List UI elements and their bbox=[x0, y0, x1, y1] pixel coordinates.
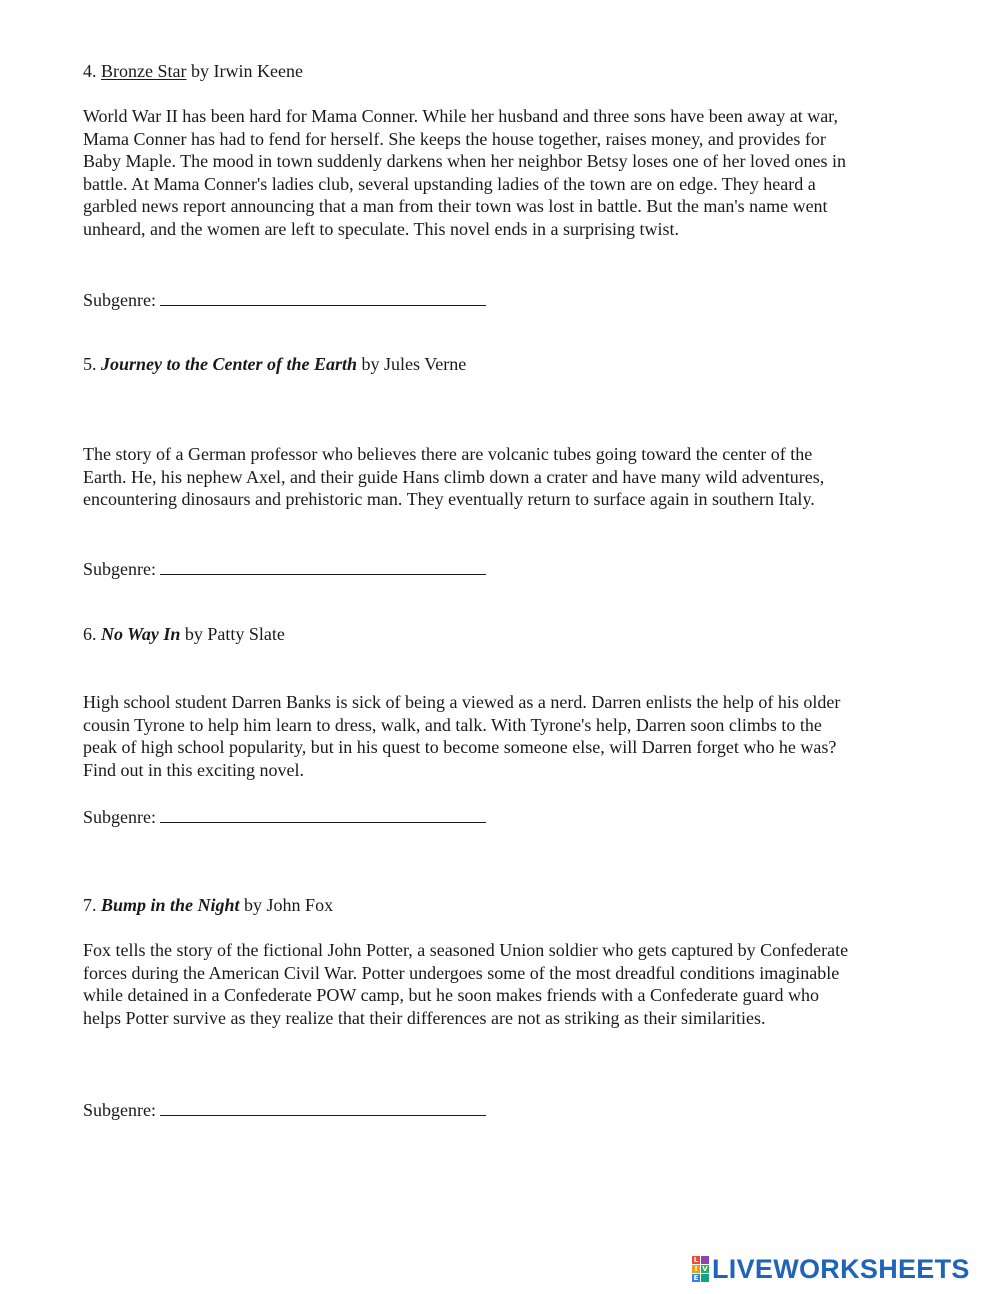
logo-tile bbox=[701, 1256, 709, 1264]
item-4-description bbox=[83, 105, 933, 241]
description-line: Fox tells the story of the fictional John Potter, a seasoned Union soldier who gets captured by Confederate bbox=[83, 940, 849, 960]
description-line: while detained in a Confederate POW camp, but he soon makes friends with a Confederate guard who bbox=[83, 985, 819, 1006]
subgenre-label: Subgenre: bbox=[83, 1100, 156, 1120]
item-6-answer-row bbox=[83, 804, 486, 828]
item-5-description bbox=[83, 443, 933, 511]
item-4-answer-row bbox=[83, 287, 486, 311]
description-line: High school student Darren Banks is sick of being a viewed as a nerd. Darren enlists the help of his older bbox=[83, 692, 841, 712]
subgenre-label: Subgenre: bbox=[83, 559, 156, 579]
description-line: World War II has been hard for Mama Conner. While her husband and three sons have been away at war, bbox=[83, 106, 838, 126]
description-line: garbled news report announcing that a man from their town was lost in battle. But the man's name went bbox=[83, 196, 828, 217]
liveworksheets-logo-icon bbox=[692, 1256, 709, 1282]
item-7-answer-row bbox=[83, 1097, 486, 1121]
logo-tile: I bbox=[692, 1265, 700, 1273]
subgenre-answer-field[interactable] bbox=[160, 287, 486, 306]
subgenre-label: Subgenre: bbox=[83, 807, 156, 827]
book-author: by John Fox bbox=[244, 895, 334, 915]
item-number: 4. bbox=[83, 61, 97, 81]
description-line: battle. At Mama Conner's ladies club, several upstanding ladies of the town are on edge. They heard a bbox=[83, 173, 816, 194]
logo-tile: V bbox=[702, 1265, 708, 1273]
logo-tile: L bbox=[693, 1256, 699, 1264]
description-line: forces during the American Civil War. Potter undergoes some of the most dreadful conditions imaginable bbox=[83, 962, 840, 983]
book-title: No Way In bbox=[101, 624, 181, 644]
book-author: by Irwin Keene bbox=[190, 61, 303, 81]
item-5-heading bbox=[83, 353, 466, 375]
description-line: encountering dinosaurs and prehistoric man. They eventually return to surface again in southern Italy. bbox=[83, 489, 815, 510]
description-line: helps Potter survive as they realize that their differences are not as striking as their similarities. bbox=[83, 1007, 766, 1028]
item-7-heading bbox=[83, 894, 333, 916]
subgenre-answer-field[interactable] bbox=[160, 556, 486, 575]
item-6-description bbox=[83, 691, 933, 781]
item-7-description bbox=[83, 939, 933, 1029]
subgenre-label: Subgenre: bbox=[83, 290, 156, 310]
book-title: Journey to the Center of the Earth bbox=[101, 354, 358, 374]
description-line: The story of a German professor who believes there are volcanic tubes going toward the center of the bbox=[83, 444, 813, 464]
description-line: cousin Tyrone to help him learn to dress, walk, and talk. With Tyrone's help, Darren soon climbs to the bbox=[83, 714, 822, 735]
description-line: unheard, and the women are left to speculate. This novel ends in a surprising twist. bbox=[83, 218, 680, 239]
book-title: Bump in the Night bbox=[101, 895, 240, 915]
book-title: Bronze Star bbox=[101, 61, 187, 81]
logo-tile: E bbox=[693, 1274, 699, 1282]
book-author: by Jules Verne bbox=[361, 354, 467, 374]
description-line: Mama Conner has had to fend for herself. She keeps the house together, raises money, and provides for bbox=[83, 128, 826, 149]
item-number: 5. bbox=[83, 354, 97, 374]
subgenre-answer-field[interactable] bbox=[160, 804, 486, 823]
description-line: peak of high school popularity, but in his quest to become someone else, will Darren forget who he was? bbox=[83, 737, 837, 758]
subgenre-answer-field[interactable] bbox=[160, 1097, 486, 1116]
logo-tile bbox=[701, 1274, 709, 1282]
description-line: Find out in this exciting novel. bbox=[83, 759, 304, 780]
item-4-heading bbox=[83, 60, 303, 82]
book-author: by Patty Slate bbox=[184, 624, 285, 644]
item-number: 7. bbox=[83, 895, 97, 915]
item-6-heading bbox=[83, 623, 285, 645]
item-5-answer-row bbox=[83, 556, 486, 580]
logo-wordmark: LIVEWORKSHEETS bbox=[712, 1253, 970, 1284]
description-line: Baby Maple. The mood in town suddenly darkens when her neighbor Betsy loses one of her loved ones in bbox=[83, 151, 847, 172]
item-number: 6. bbox=[83, 624, 97, 644]
liveworksheets-logo[interactable] bbox=[692, 1254, 970, 1284]
description-line: Earth. He, his nephew Axel, and their guide Hans climb down a crater and have many wild adventures, bbox=[83, 466, 825, 487]
